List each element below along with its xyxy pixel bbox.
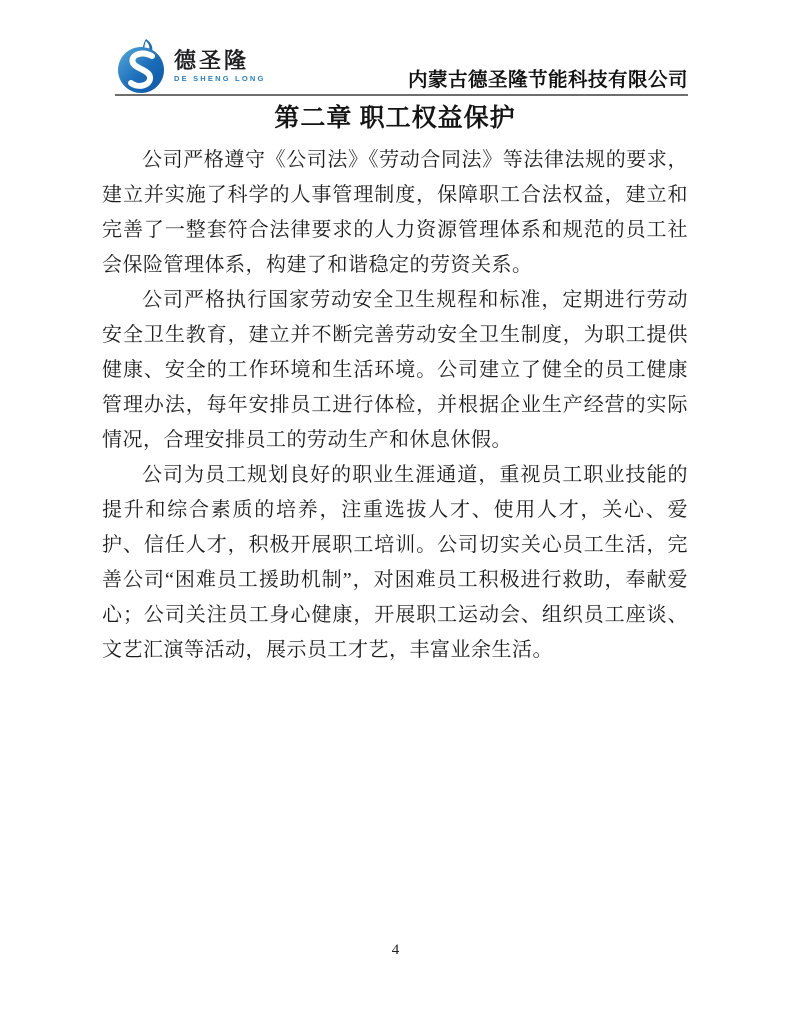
body-paragraph-2: 公司严格执行国家劳动安全卫生规程和标准，定期进行劳动安全卫生教育，建立并不断完善劳动安全卫生制度，为职工提供健康、安全的工作环境和生活环境。公司建立了健全的员工健康管理办法，每年安排员工进行体检，并根据企业生产经营的实际情况，合理安排员工的劳动生产和休息休假。	[102, 289, 688, 452]
body-paragraph-1: 公司严格遵守《公司法》《劳动合同法》等法律法规的要求，建立并实施了科学的人事管理制度，保障职工合法权益，建立和完善了一整套符合法律要求的人力资源管理体系和规范的员工社会保险管理体系，构建了和谐稳定的劳资关系。	[102, 149, 688, 277]
document-body	[102, 103, 688, 668]
body-paragraph-3: 公司为员工规划良好的职业生涯通道，重视员工职业技能的提升和综合素质的培养，注重选拔人才、使用人才，关心、爱护、信任人才，积极开展职工培训。公司切实关心员工生活，完善公司“困难员工援助机制”，对困难员工积极进行救助，奉献爱心；公司关注员工身心健康，开展职工运动会、组织员工座谈、文艺汇演等活动，展示员工才艺，丰富业余生活。	[102, 464, 688, 662]
dragon-s-logo-icon	[116, 38, 168, 94]
header-divider-line	[115, 94, 688, 96]
logo-text	[174, 49, 266, 83]
page-number: 4	[391, 942, 400, 958]
chapter-title: 第二章 职工权益保护	[274, 105, 516, 132]
logo-english-name: DE SHENG LONG	[174, 74, 266, 84]
company-logo	[116, 38, 266, 94]
header-company-name: 内蒙古德圣隆节能科技有限公司	[407, 70, 688, 91]
logo-chinese-name: 德圣隆	[174, 47, 250, 73]
page-footer	[0, 941, 791, 959]
